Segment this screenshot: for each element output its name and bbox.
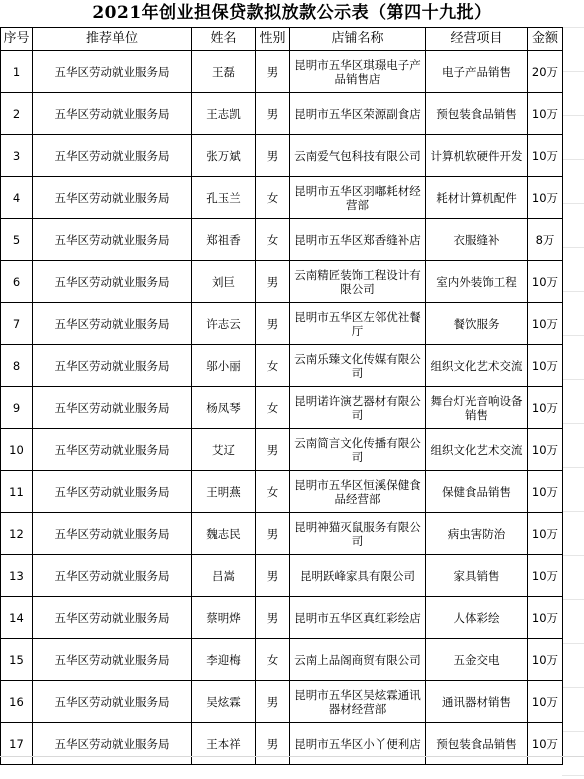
cell-unit: 五华区劳动就业服务局 [33, 51, 192, 93]
cell-project: 计算机软硬件开发 [426, 135, 528, 177]
cell-seq: 12 [1, 513, 33, 555]
cell-seq: 7 [1, 303, 33, 345]
table-row [1, 219, 563, 261]
table-row [1, 135, 563, 177]
header-amount: 金额 [528, 28, 563, 51]
cell-unit: 五华区劳动就业服务局 [33, 429, 192, 471]
cell-amount: 10万 [528, 639, 563, 681]
cell-name: 张万斌 [192, 135, 256, 177]
cell-amount: 10万 [528, 555, 563, 597]
cell-gender: 男 [256, 303, 290, 345]
cell-name: 郑祖香 [192, 219, 256, 261]
cell-amount: 10万 [528, 597, 563, 639]
cell-seq: 11 [1, 471, 33, 513]
cell-amount: 10万 [528, 723, 563, 765]
cell-unit: 五华区劳动就业服务局 [33, 681, 192, 723]
cell-unit: 五华区劳动就业服务局 [33, 723, 192, 765]
table-row [1, 513, 563, 555]
cell-project: 通讯器材销售 [426, 681, 528, 723]
cell-name: 王志凯 [192, 93, 256, 135]
cell-seq: 10 [1, 429, 33, 471]
cell-seq: 5 [1, 219, 33, 261]
cell-project: 保健食品销售 [426, 471, 528, 513]
table-row [1, 681, 563, 723]
cell-shop: 昆明市五华区小丫便利店 [290, 723, 426, 765]
cell-amount: 10万 [528, 513, 563, 555]
cell-shop: 昆明市五华区琪璟电子产品销售店 [290, 51, 426, 93]
cell-gender: 男 [256, 429, 290, 471]
cell-gender: 女 [256, 639, 290, 681]
cell-gender: 男 [256, 513, 290, 555]
cell-project: 组织文化艺术交流 [426, 345, 528, 387]
cell-project: 五金交电 [426, 639, 528, 681]
cell-name: 杨凤琴 [192, 387, 256, 429]
cell-unit: 五华区劳动就业服务局 [33, 597, 192, 639]
cell-project: 电子产品销售 [426, 51, 528, 93]
cell-amount: 10万 [528, 681, 563, 723]
table-body [1, 51, 563, 765]
cell-gender: 男 [256, 555, 290, 597]
spreadsheet-gutter [562, 27, 584, 778]
cell-seq: 14 [1, 597, 33, 639]
cell-unit: 五华区劳动就业服务局 [33, 219, 192, 261]
cell-project: 衣服缝补 [426, 219, 528, 261]
cell-name: 王明燕 [192, 471, 256, 513]
cell-gender: 女 [256, 219, 290, 261]
cell-seq: 3 [1, 135, 33, 177]
table-row [1, 429, 563, 471]
header-unit: 推荐单位 [33, 28, 192, 51]
cell-unit: 五华区劳动就业服务局 [33, 555, 192, 597]
cell-seq: 2 [1, 93, 33, 135]
cell-shop: 昆明市五华区荣源副食店 [290, 93, 426, 135]
cell-amount: 10万 [528, 387, 563, 429]
cell-amount: 10万 [528, 303, 563, 345]
cell-name: 吴炫霖 [192, 681, 256, 723]
header-row [1, 28, 563, 51]
cell-unit: 五华区劳动就业服务局 [33, 387, 192, 429]
cell-project: 室内外装饰工程 [426, 261, 528, 303]
cell-name: 刘巨 [192, 261, 256, 303]
cell-amount: 10万 [528, 261, 563, 303]
table-row [1, 555, 563, 597]
cell-shop: 云南爱气包科技有限公司 [290, 135, 426, 177]
cell-shop: 昆明市五华区羽嘟耗材经营部 [290, 177, 426, 219]
cell-shop: 昆明市五华区左邻优社餐厅 [290, 303, 426, 345]
cell-amount: 10万 [528, 471, 563, 513]
cell-seq: 9 [1, 387, 33, 429]
table-row [1, 639, 563, 681]
cell-unit: 五华区劳动就业服务局 [33, 93, 192, 135]
cell-unit: 五华区劳动就业服务局 [33, 303, 192, 345]
cell-shop: 昆明诺许演艺器材有限公司 [290, 387, 426, 429]
cell-shop: 昆明神猫灭鼠服务有限公司 [290, 513, 426, 555]
cell-name: 王本祥 [192, 723, 256, 765]
cell-project: 预包装食品销售 [426, 93, 528, 135]
page-title: 2021年创业担保贷款拟放款公示表（第四十九批） [92, 3, 492, 23]
cell-name: 许志云 [192, 303, 256, 345]
table-row [1, 261, 563, 303]
cell-gender: 男 [256, 51, 290, 93]
cell-unit: 五华区劳动就业服务局 [33, 639, 192, 681]
cell-shop: 昆明市五华区郑香缝补店 [290, 219, 426, 261]
cell-unit: 五华区劳动就业服务局 [33, 135, 192, 177]
cell-seq: 16 [1, 681, 33, 723]
cell-unit: 五华区劳动就业服务局 [33, 513, 192, 555]
cell-unit: 五华区劳动就业服务局 [33, 471, 192, 513]
cell-project: 舞台灯光音响设备销售 [426, 387, 528, 429]
header-seq: 序号 [1, 28, 33, 51]
cell-project: 预包装食品销售 [426, 723, 528, 765]
cell-amount: 10万 [528, 177, 563, 219]
header-gender: 性别 [256, 28, 290, 51]
cell-seq: 17 [1, 723, 33, 765]
cell-project: 组织文化艺术交流 [426, 429, 528, 471]
cell-gender: 男 [256, 261, 290, 303]
cell-name: 艾辽 [192, 429, 256, 471]
cell-shop: 云南精匠装饰工程设计有限公司 [290, 261, 426, 303]
cell-unit: 五华区劳动就业服务局 [33, 345, 192, 387]
table-row [1, 597, 563, 639]
table-row [1, 387, 563, 429]
cell-gender: 男 [256, 93, 290, 135]
cell-seq: 8 [1, 345, 33, 387]
cell-gender: 男 [256, 681, 290, 723]
header-project: 经营项目 [426, 28, 528, 51]
cell-amount: 10万 [528, 345, 563, 387]
cell-shop: 昆明市五华区真红彩绘店 [290, 597, 426, 639]
cell-name: 李迎梅 [192, 639, 256, 681]
cell-gender: 女 [256, 345, 290, 387]
cell-gender: 女 [256, 471, 290, 513]
cell-unit: 五华区劳动就业服务局 [33, 177, 192, 219]
cell-amount: 8万 [528, 219, 563, 261]
cell-gender: 女 [256, 177, 290, 219]
table-row [1, 471, 563, 513]
cell-project: 病虫害防治 [426, 513, 528, 555]
cell-seq: 4 [1, 177, 33, 219]
table-row [1, 51, 563, 93]
cell-seq: 1 [1, 51, 33, 93]
table-row [1, 93, 563, 135]
cell-shop: 昆明市五华区吴炫霖通讯器材经营部 [290, 681, 426, 723]
cell-gender: 男 [256, 723, 290, 765]
cell-name: 魏志民 [192, 513, 256, 555]
cell-seq: 13 [1, 555, 33, 597]
header-name: 姓名 [192, 28, 256, 51]
cell-seq: 6 [1, 261, 33, 303]
cell-amount: 10万 [528, 135, 563, 177]
cell-gender: 男 [256, 597, 290, 639]
cell-name: 孔玉兰 [192, 177, 256, 219]
cell-unit: 五华区劳动就业服务局 [33, 261, 192, 303]
table-row [1, 345, 563, 387]
cell-seq: 15 [1, 639, 33, 681]
cell-shop: 云南乐臻文化传媒有限公司 [290, 345, 426, 387]
cell-amount: 10万 [528, 429, 563, 471]
cell-amount: 10万 [528, 93, 563, 135]
cell-gender: 男 [256, 135, 290, 177]
cell-shop: 云南简言文化传播有限公司 [290, 429, 426, 471]
cell-project: 耗材计算机配件 [426, 177, 528, 219]
table-row [1, 303, 563, 345]
loan-table [0, 27, 563, 765]
spreadsheet-bottom-gridline [0, 756, 584, 779]
cell-project: 家具销售 [426, 555, 528, 597]
cell-gender: 女 [256, 387, 290, 429]
cell-amount: 20万 [528, 51, 563, 93]
cell-shop: 云南上品阁商贸有限公司 [290, 639, 426, 681]
cell-shop: 昆明跃峰家具有限公司 [290, 555, 426, 597]
cell-name: 吕嵩 [192, 555, 256, 597]
cell-project: 人体彩绘 [426, 597, 528, 639]
cell-project: 餐饮服务 [426, 303, 528, 345]
cell-shop: 昆明市五华区恒溪保健食品经营部 [290, 471, 426, 513]
header-shop: 店铺名称 [290, 28, 426, 51]
table-row [1, 177, 563, 219]
cell-name: 蔡明烨 [192, 597, 256, 639]
cell-name: 王磊 [192, 51, 256, 93]
cell-name: 邬小丽 [192, 345, 256, 387]
